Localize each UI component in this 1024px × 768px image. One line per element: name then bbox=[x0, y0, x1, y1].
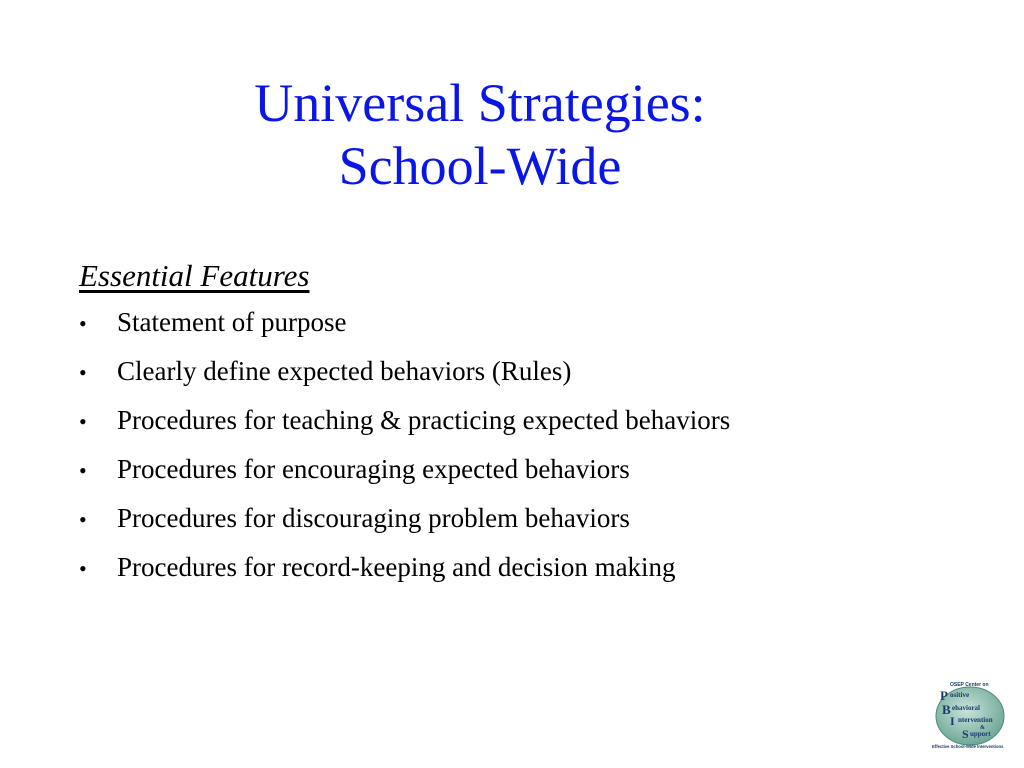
logo-letter-p: P bbox=[940, 688, 948, 703]
bullet-list bbox=[79, 307, 730, 601]
bullet-icon: • bbox=[79, 409, 87, 434]
logo-word-behavioral: ehavioral bbox=[952, 704, 980, 712]
bullet-text: Clearly define expected behaviors (Rules) bbox=[117, 356, 572, 386]
logo-letter-s: S bbox=[962, 727, 969, 741]
logo-word-intervention: ntervention bbox=[958, 716, 993, 724]
logo-letter-i: I bbox=[950, 714, 955, 728]
bullet-icon: • bbox=[79, 458, 87, 483]
bullet-text: Statement of purpose bbox=[117, 307, 347, 337]
bullet-text: Procedures for discouraging problem behaviors bbox=[117, 503, 630, 533]
title-line-2: School-Wide bbox=[338, 136, 622, 196]
title-line-1: Universal Strategies: bbox=[254, 73, 706, 133]
bullet-icon: • bbox=[79, 507, 87, 532]
bullet-icon: • bbox=[79, 556, 87, 581]
bullet-item bbox=[79, 405, 730, 454]
bullet-item bbox=[79, 356, 730, 405]
bullet-item bbox=[79, 454, 730, 503]
bullet-icon: • bbox=[79, 360, 87, 385]
logo-word-positive: ositive bbox=[950, 691, 970, 699]
logo-letter-b: B bbox=[942, 702, 951, 717]
bullet-item bbox=[79, 552, 730, 601]
logo-ampersand: & bbox=[980, 725, 985, 731]
bullet-icon: • bbox=[79, 311, 87, 336]
bullet-item bbox=[79, 307, 730, 356]
bullet-text: Procedures for record-keeping and decision making bbox=[117, 552, 676, 582]
logo-header: OSEP Center on bbox=[950, 682, 989, 688]
logo-word-support: upport bbox=[970, 730, 991, 738]
bullet-item bbox=[79, 503, 730, 552]
logo-footer: Effective School-Wide Interventions bbox=[932, 744, 1004, 749]
slide-title bbox=[0, 72, 960, 198]
pbis-logo bbox=[928, 680, 1012, 750]
section-subheading: Essential Features bbox=[79, 258, 310, 293]
bullet-text: Procedures for teaching & practicing expected behaviors bbox=[117, 405, 731, 435]
bullet-text: Procedures for encouraging expected behaviors bbox=[117, 454, 630, 484]
